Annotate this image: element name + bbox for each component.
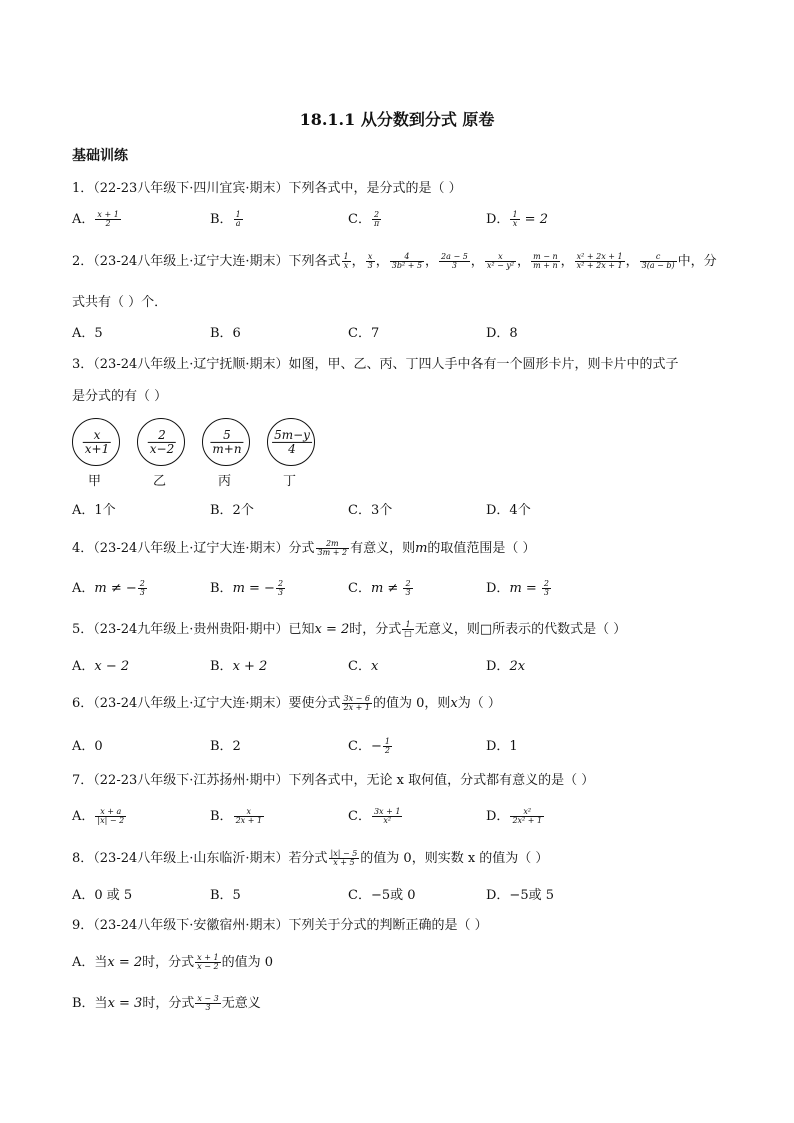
card-jia: $\frac{x}{x+1}$ bbox=[72, 418, 120, 466]
question-7-stem: 7．（22-23八年级下·江苏扬州·期中）下列各式中，无论 x 取何值，分式都有意义的是（ ） bbox=[72, 773, 595, 788]
q1-option-d: D． $\frac{1}{x}$ = 2 bbox=[486, 209, 548, 228]
question-3-stem-cont: 是分式的有（ ） bbox=[72, 389, 168, 404]
q4-option-b: B．m = − $\frac{2}{3}$ bbox=[210, 578, 284, 597]
q8-option-b: B．5 bbox=[210, 888, 241, 903]
q1-option-c: C． $\frac{2}{\pi}$ bbox=[348, 209, 380, 228]
q7-option-a: A． $\frac{x + a}{|x| - 2}$ bbox=[72, 806, 125, 825]
question-1-stem: 1．（22-23八年级下·四川宜宾·期末）下列各式中，是分式的是（ ） bbox=[72, 181, 462, 196]
q1-option-b: B． $\frac{1}{a}$ bbox=[210, 209, 241, 228]
q3-option-a: A．1个 bbox=[72, 503, 116, 518]
q8-option-d: D．−5或 5 bbox=[486, 888, 554, 903]
q4-option-d: D．m = $\frac{2}{3}$ bbox=[486, 578, 550, 597]
section-heading: 基础训练 bbox=[72, 148, 128, 164]
q7-option-d: D． $\frac{\text{x²}}{\text{2x² + 1}}$ bbox=[486, 806, 543, 825]
question-2-stem-cont: 式共有（ ）个． bbox=[72, 295, 168, 310]
q4-option-a: A．m ≠ − $\frac{2}{3}$ bbox=[72, 578, 145, 597]
question-8-stem: 8．（23-24八年级上·山东临沂·期末）若分式 $\frac{|x| - 5}{x + 5}$ 的值为 0，则实数 x 的值为（ ） bbox=[72, 848, 549, 867]
card-label-jia: 甲 bbox=[88, 474, 102, 489]
q3-option-b: B．2个 bbox=[210, 503, 254, 518]
q3-option-c: C．3个 bbox=[348, 503, 393, 518]
q7-option-b: B． $\frac{x}{2x + 1}$ bbox=[210, 806, 263, 825]
q1-option-a: A． $\frac{x + 1}{2}$ bbox=[72, 209, 119, 228]
q7-option-c: C． $\frac{3x + 1}{\text{x²}}$ bbox=[348, 806, 401, 825]
card-bing: $\frac{5}{m+n}$ bbox=[202, 418, 250, 466]
card-yi: $\frac{2}{x-2}$ bbox=[137, 418, 185, 466]
q4-option-c: C．m ≠ $\frac{2}{3}$ bbox=[348, 578, 411, 597]
q6-option-c: C．− $\frac{1}{2}$ bbox=[348, 736, 390, 755]
question-9-stem: 9．（23-24八年级下·安徽宿州·期末）下列关于分式的判断正确的是（ ） bbox=[72, 918, 488, 933]
q9-option-b: B．当x = 3时，分式 $\frac{x - 3}{3}$ 无意义 bbox=[72, 993, 261, 1012]
question-2-stem: 2．（23-24八年级上·辽宁大连·期末）下列各式 $\frac{1}{x}$ ， $\frac{x}{3}$ ， $\frac{4}{\text{3b² + 5}}$ ， $\frac{2a - 5}{3}$ ， $\frac{x}{\text{x² − y²}}$ ， $\frac{m - n}{m + n}$ ， $\frac{\text{x² + 2x + 1}}{\text{x² + 2x + 1}}$ ， $\frac{c}{3(a - b)}$ 中，分 bbox=[72, 251, 717, 270]
q5-option-d: D．2x bbox=[486, 659, 526, 674]
card-ding: $\frac{5m-y}{4}$ bbox=[267, 418, 315, 466]
q2-option-c: C．7 bbox=[348, 326, 380, 341]
question-6-stem: 6．（23-24八年级上·辽宁大连·期末）要使分式 $\frac{3x - 6}{2x + 1}$ 的值为 0，则x为（ ） bbox=[72, 693, 501, 712]
q6-option-b: B．2 bbox=[210, 739, 241, 754]
card-label-bing: 丙 bbox=[218, 474, 232, 489]
q6-option-a: A．0 bbox=[72, 739, 103, 754]
q5-option-a: A．x − 2 bbox=[72, 659, 130, 674]
q5-option-c: C．x bbox=[348, 659, 379, 674]
q6-option-d: D．1 bbox=[486, 739, 518, 754]
question-5-stem: 5．（23-24九年级上·贵州贵阳·期中）已知x = 2时，分式 $\frac{1}{□}$ 无意义，则□所表示的代数式是（ ） bbox=[72, 619, 627, 638]
question-4-stem: 4．（23-24八年级上·辽宁大连·期末）分式 $\frac{2m}{3m + 2}$ 有意义，则m的取值范围是（ ） bbox=[72, 538, 536, 557]
q5-option-b: B．x + 2 bbox=[210, 659, 268, 674]
q2-option-d: D．8 bbox=[486, 326, 518, 341]
q2-option-b: B．6 bbox=[210, 326, 241, 341]
card-label-ding: 丁 bbox=[283, 474, 297, 489]
q8-option-c: C．−5或 0 bbox=[348, 888, 416, 903]
q3-option-d: D．4个 bbox=[486, 503, 531, 518]
question-3-stem: 3．（23-24八年级上·辽宁抚顺·期末）如图，甲、乙、丙、丁四人手中各有一个圆形卡片，则卡片中的式子 bbox=[72, 357, 679, 372]
q9-option-a: A．当x = 2时，分式 $\frac{x + 1}{x - 2}$ 的值为 0 bbox=[72, 952, 273, 971]
q8-option-a: A．0 或 5 bbox=[72, 888, 133, 903]
q2-option-a: A．5 bbox=[72, 326, 103, 341]
page-title: 18.1.1 从分数到分式 原卷 bbox=[299, 110, 495, 129]
card-label-yi: 乙 bbox=[153, 474, 167, 489]
